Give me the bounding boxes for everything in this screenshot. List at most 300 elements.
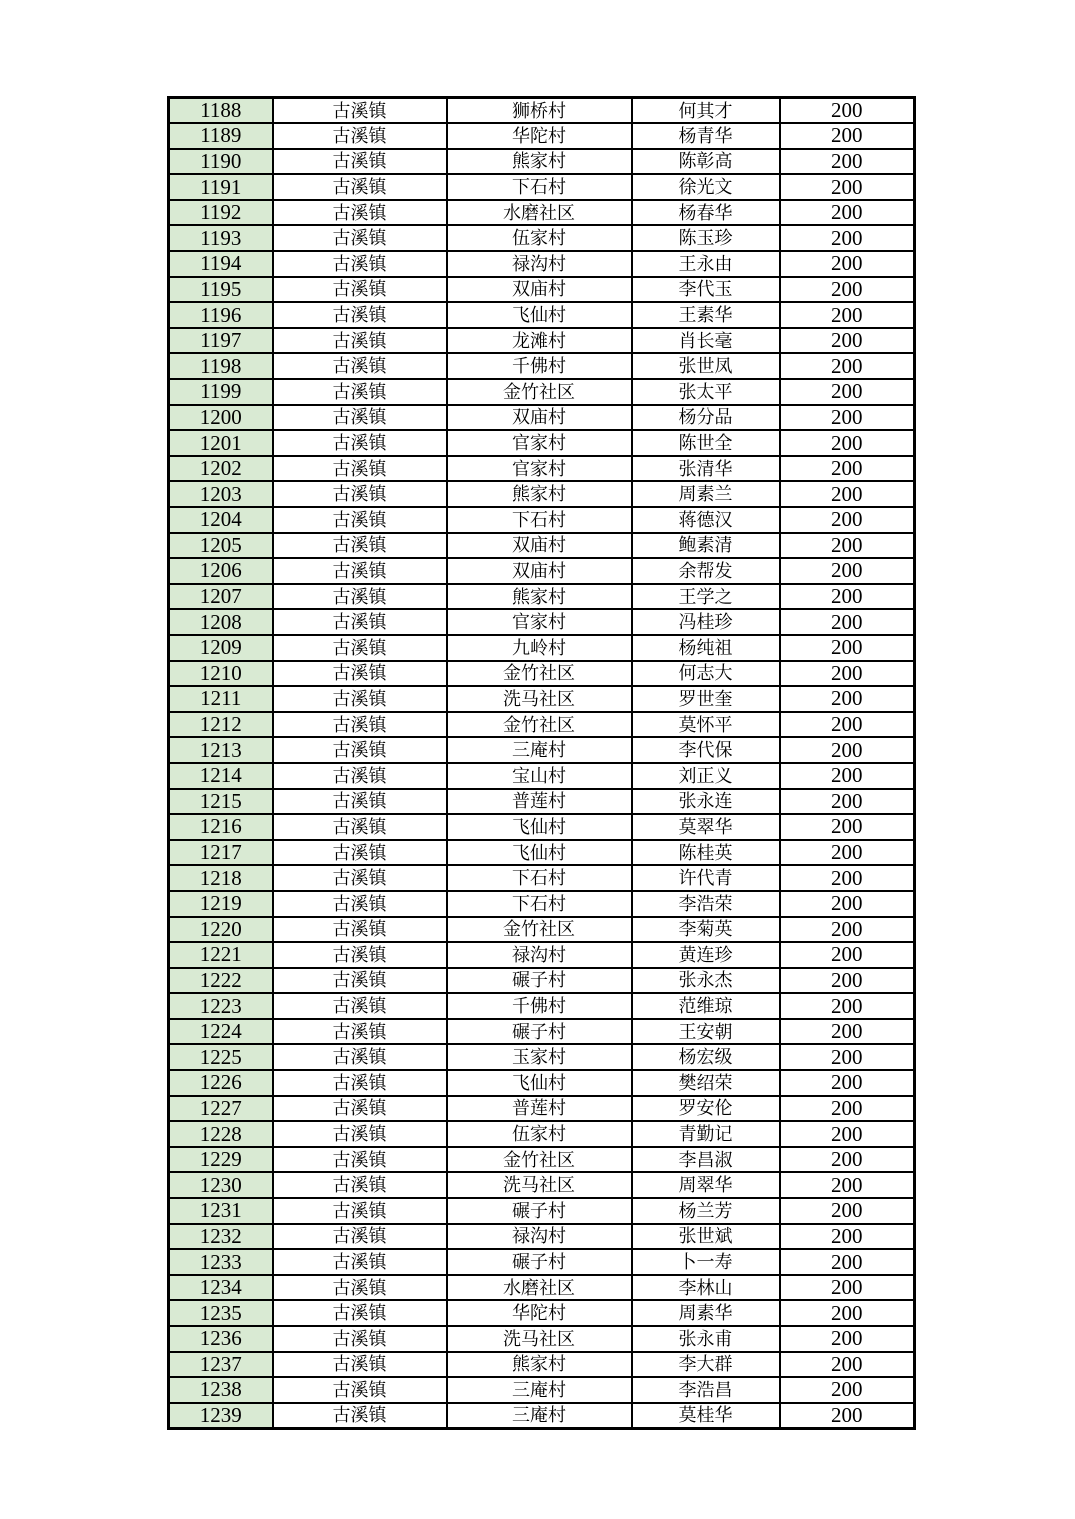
serial-cell: 1210	[169, 661, 273, 687]
village-cell: 飞仙村	[447, 1070, 632, 1096]
town-cell: 古溪镇	[273, 405, 447, 431]
amount-cell: 200	[780, 712, 915, 738]
serial-cell: 1225	[169, 1044, 273, 1070]
village-cell: 水磨社区	[447, 1275, 632, 1301]
town-cell: 古溪镇	[273, 1070, 447, 1096]
amount-cell: 200	[780, 481, 915, 507]
table-row	[169, 789, 915, 815]
town-cell: 古溪镇	[273, 1044, 447, 1070]
village-cell: 金竹社区	[447, 1147, 632, 1173]
name-cell: 鲍素清	[632, 533, 780, 559]
town-cell: 古溪镇	[273, 558, 447, 584]
name-cell: 杨春华	[632, 200, 780, 226]
serial-cell: 1188	[169, 98, 273, 124]
serial-cell: 1200	[169, 405, 273, 431]
name-cell: 张太平	[632, 379, 780, 405]
town-cell: 古溪镇	[273, 1121, 447, 1147]
table-row	[169, 1403, 915, 1429]
serial-cell: 1233	[169, 1249, 273, 1275]
name-cell: 黄连珍	[632, 942, 780, 968]
amount-cell: 200	[780, 584, 915, 610]
serial-cell: 1191	[169, 174, 273, 200]
name-cell: 徐光文	[632, 174, 780, 200]
town-cell: 古溪镇	[273, 993, 447, 1019]
amount-cell: 200	[780, 993, 915, 1019]
village-cell: 水磨社区	[447, 200, 632, 226]
town-cell: 古溪镇	[273, 1198, 447, 1224]
table-row	[169, 1019, 915, 1045]
town-cell: 古溪镇	[273, 1019, 447, 1045]
amount-cell: 200	[780, 225, 915, 251]
amount-cell: 200	[780, 123, 915, 149]
town-cell: 古溪镇	[273, 149, 447, 175]
town-cell: 古溪镇	[273, 635, 447, 661]
table-row	[169, 1275, 915, 1301]
serial-cell: 1226	[169, 1070, 273, 1096]
town-cell: 古溪镇	[273, 225, 447, 251]
village-cell: 飞仙村	[447, 840, 632, 866]
amount-cell: 200	[780, 1300, 915, 1326]
table-row	[169, 1121, 915, 1147]
serial-cell: 1219	[169, 891, 273, 917]
table-row	[169, 1147, 915, 1173]
village-cell: 禄沟村	[447, 251, 632, 277]
amount-cell: 200	[780, 507, 915, 533]
village-cell: 三庵村	[447, 737, 632, 763]
table-row	[169, 533, 915, 559]
table-row	[169, 200, 915, 226]
serial-cell: 1218	[169, 865, 273, 891]
amount-cell: 200	[780, 1019, 915, 1045]
amount-cell: 200	[780, 174, 915, 200]
serial-cell: 1232	[169, 1224, 273, 1250]
serial-cell: 1198	[169, 353, 273, 379]
amount-cell: 200	[780, 661, 915, 687]
table-row	[169, 379, 915, 405]
name-cell: 蒋德汉	[632, 507, 780, 533]
table-row	[169, 1326, 915, 1352]
table-row	[169, 1070, 915, 1096]
village-cell: 伍家村	[447, 1121, 632, 1147]
town-cell: 古溪镇	[273, 968, 447, 994]
town-cell: 古溪镇	[273, 584, 447, 610]
village-cell: 碾子村	[447, 968, 632, 994]
table-row	[169, 328, 915, 354]
amount-cell: 200	[780, 789, 915, 815]
name-cell: 陈世全	[632, 430, 780, 456]
amount-cell: 200	[780, 456, 915, 482]
name-cell: 王安朝	[632, 1019, 780, 1045]
village-cell: 熊家村	[447, 1352, 632, 1378]
table-row	[169, 98, 915, 124]
name-cell: 陈桂英	[632, 840, 780, 866]
village-cell: 九岭村	[447, 635, 632, 661]
serial-cell: 1227	[169, 1096, 273, 1122]
village-cell: 双庙村	[447, 405, 632, 431]
town-cell: 古溪镇	[273, 661, 447, 687]
table-row	[169, 430, 915, 456]
amount-cell: 200	[780, 1121, 915, 1147]
name-cell: 何其才	[632, 98, 780, 124]
amount-cell: 200	[780, 251, 915, 277]
village-cell: 下石村	[447, 174, 632, 200]
village-cell: 金竹社区	[447, 661, 632, 687]
amount-cell: 200	[780, 891, 915, 917]
serial-cell: 1194	[169, 251, 273, 277]
serial-cell: 1216	[169, 814, 273, 840]
town-cell: 古溪镇	[273, 686, 447, 712]
amount-cell: 200	[780, 942, 915, 968]
serial-cell: 1196	[169, 302, 273, 328]
village-cell: 千佛村	[447, 993, 632, 1019]
amount-cell: 200	[780, 98, 915, 124]
village-cell: 伍家村	[447, 225, 632, 251]
name-cell: 莫翠华	[632, 814, 780, 840]
amount-cell: 200	[780, 1172, 915, 1198]
amount-cell: 200	[780, 379, 915, 405]
village-cell: 狮桥村	[447, 98, 632, 124]
name-cell: 张世斌	[632, 1224, 780, 1250]
village-cell: 下石村	[447, 507, 632, 533]
town-cell: 古溪镇	[273, 379, 447, 405]
name-cell: 李菊英	[632, 917, 780, 943]
table-row	[169, 405, 915, 431]
village-cell: 玉家村	[447, 1044, 632, 1070]
table-row	[169, 149, 915, 175]
town-cell: 古溪镇	[273, 277, 447, 303]
serial-cell: 1217	[169, 840, 273, 866]
village-cell: 洗马社区	[447, 686, 632, 712]
serial-cell: 1189	[169, 123, 273, 149]
table-row	[169, 1198, 915, 1224]
serial-cell: 1201	[169, 430, 273, 456]
serial-cell: 1211	[169, 686, 273, 712]
town-cell: 古溪镇	[273, 200, 447, 226]
village-cell: 碾子村	[447, 1198, 632, 1224]
table-row	[169, 456, 915, 482]
name-cell: 李林山	[632, 1275, 780, 1301]
amount-cell: 200	[780, 1044, 915, 1070]
town-cell: 古溪镇	[273, 353, 447, 379]
amount-cell: 200	[780, 149, 915, 175]
amount-cell: 200	[780, 405, 915, 431]
table-row	[169, 1352, 915, 1378]
name-cell: 罗世奎	[632, 686, 780, 712]
town-cell: 古溪镇	[273, 1275, 447, 1301]
serial-cell: 1204	[169, 507, 273, 533]
name-cell: 刘正义	[632, 763, 780, 789]
town-cell: 古溪镇	[273, 1352, 447, 1378]
village-cell: 官家村	[447, 609, 632, 635]
amount-cell: 200	[780, 1198, 915, 1224]
serial-cell: 1209	[169, 635, 273, 661]
amount-cell: 200	[780, 328, 915, 354]
town-cell: 古溪镇	[273, 942, 447, 968]
amount-cell: 200	[780, 763, 915, 789]
village-cell: 千佛村	[447, 353, 632, 379]
table-row	[169, 840, 915, 866]
village-cell: 华陀村	[447, 1300, 632, 1326]
amount-cell: 200	[780, 1326, 915, 1352]
village-cell: 碾子村	[447, 1249, 632, 1275]
serial-cell: 1237	[169, 1352, 273, 1378]
name-cell: 肖长毫	[632, 328, 780, 354]
town-cell: 古溪镇	[273, 1147, 447, 1173]
name-cell: 陈玉珍	[632, 225, 780, 251]
serial-cell: 1197	[169, 328, 273, 354]
serial-cell: 1206	[169, 558, 273, 584]
town-cell: 古溪镇	[273, 456, 447, 482]
village-cell: 碾子村	[447, 1019, 632, 1045]
serial-cell: 1228	[169, 1121, 273, 1147]
serial-cell: 1236	[169, 1326, 273, 1352]
serial-cell: 1230	[169, 1172, 273, 1198]
serial-cell: 1205	[169, 533, 273, 559]
village-cell: 飞仙村	[447, 302, 632, 328]
name-cell: 周素兰	[632, 481, 780, 507]
serial-cell: 1202	[169, 456, 273, 482]
table-row	[169, 123, 915, 149]
table-row	[169, 1377, 915, 1403]
village-cell: 洗马社区	[447, 1172, 632, 1198]
amount-cell: 200	[780, 533, 915, 559]
amount-cell: 200	[780, 840, 915, 866]
serial-cell: 1234	[169, 1275, 273, 1301]
village-cell: 金竹社区	[447, 712, 632, 738]
amount-cell: 200	[780, 1403, 915, 1429]
name-cell: 杨宏级	[632, 1044, 780, 1070]
serial-cell: 1223	[169, 993, 273, 1019]
serial-cell: 1195	[169, 277, 273, 303]
name-cell: 杨分品	[632, 405, 780, 431]
name-cell: 罗安伦	[632, 1096, 780, 1122]
village-cell: 双庙村	[447, 277, 632, 303]
town-cell: 古溪镇	[273, 123, 447, 149]
amount-cell: 200	[780, 1147, 915, 1173]
table-row	[169, 1224, 915, 1250]
village-cell: 金竹社区	[447, 379, 632, 405]
town-cell: 古溪镇	[273, 1403, 447, 1429]
serial-cell: 1220	[169, 917, 273, 943]
town-cell: 古溪镇	[273, 917, 447, 943]
town-cell: 古溪镇	[273, 430, 447, 456]
serial-cell: 1190	[169, 149, 273, 175]
town-cell: 古溪镇	[273, 507, 447, 533]
serial-cell: 1214	[169, 763, 273, 789]
name-cell: 张永连	[632, 789, 780, 815]
name-cell: 卜一寿	[632, 1249, 780, 1275]
table-row	[169, 942, 915, 968]
table-row	[169, 1096, 915, 1122]
table-row	[169, 174, 915, 200]
serial-cell: 1222	[169, 968, 273, 994]
serial-cell: 1238	[169, 1377, 273, 1403]
town-cell: 古溪镇	[273, 1224, 447, 1250]
table-row	[169, 814, 915, 840]
name-cell: 周素华	[632, 1300, 780, 1326]
amount-cell: 200	[780, 968, 915, 994]
table-row	[169, 1300, 915, 1326]
town-cell: 古溪镇	[273, 1172, 447, 1198]
village-cell: 宝山村	[447, 763, 632, 789]
amount-cell: 200	[780, 737, 915, 763]
amount-cell: 200	[780, 430, 915, 456]
village-cell: 下石村	[447, 865, 632, 891]
town-cell: 古溪镇	[273, 1377, 447, 1403]
amount-cell: 200	[780, 609, 915, 635]
table-row	[169, 302, 915, 328]
amount-cell: 200	[780, 865, 915, 891]
table-row	[169, 277, 915, 303]
name-cell: 王永由	[632, 251, 780, 277]
amount-cell: 200	[780, 1352, 915, 1378]
serial-cell: 1239	[169, 1403, 273, 1429]
table-row	[169, 891, 915, 917]
serial-cell: 1192	[169, 200, 273, 226]
table-row	[169, 763, 915, 789]
town-cell: 古溪镇	[273, 328, 447, 354]
name-cell: 张永甫	[632, 1326, 780, 1352]
amount-cell: 200	[780, 558, 915, 584]
town-cell: 古溪镇	[273, 174, 447, 200]
name-cell: 冯桂珍	[632, 609, 780, 635]
village-cell: 普莲村	[447, 1096, 632, 1122]
amount-cell: 200	[780, 200, 915, 226]
name-cell: 张永杰	[632, 968, 780, 994]
town-cell: 古溪镇	[273, 1096, 447, 1122]
village-cell: 飞仙村	[447, 814, 632, 840]
name-cell: 李代玉	[632, 277, 780, 303]
name-cell: 李代保	[632, 737, 780, 763]
town-cell: 古溪镇	[273, 251, 447, 277]
village-cell: 双庙村	[447, 558, 632, 584]
town-cell: 古溪镇	[273, 865, 447, 891]
name-cell: 杨青华	[632, 123, 780, 149]
roster-table-body	[169, 98, 915, 1429]
table-row	[169, 712, 915, 738]
table-row	[169, 661, 915, 687]
amount-cell: 200	[780, 635, 915, 661]
table-row	[169, 635, 915, 661]
table-row	[169, 968, 915, 994]
serial-cell: 1212	[169, 712, 273, 738]
village-cell: 三庵村	[447, 1403, 632, 1429]
village-cell: 官家村	[447, 456, 632, 482]
name-cell: 余帮发	[632, 558, 780, 584]
name-cell: 青勤记	[632, 1121, 780, 1147]
name-cell: 莫桂华	[632, 1403, 780, 1429]
name-cell: 陈彰高	[632, 149, 780, 175]
name-cell: 莫怀平	[632, 712, 780, 738]
name-cell: 张世凤	[632, 353, 780, 379]
serial-cell: 1193	[169, 225, 273, 251]
serial-cell: 1199	[169, 379, 273, 405]
name-cell: 杨纯祖	[632, 635, 780, 661]
village-cell: 熊家村	[447, 149, 632, 175]
town-cell: 古溪镇	[273, 609, 447, 635]
name-cell: 李昌淑	[632, 1147, 780, 1173]
amount-cell: 200	[780, 302, 915, 328]
village-cell: 金竹社区	[447, 917, 632, 943]
village-cell: 华陀村	[447, 123, 632, 149]
amount-cell: 200	[780, 353, 915, 379]
amount-cell: 200	[780, 1224, 915, 1250]
serial-cell: 1224	[169, 1019, 273, 1045]
village-cell: 禄沟村	[447, 942, 632, 968]
table-row	[169, 558, 915, 584]
serial-cell: 1215	[169, 789, 273, 815]
serial-cell: 1203	[169, 481, 273, 507]
name-cell: 王学之	[632, 584, 780, 610]
village-cell: 禄沟村	[447, 1224, 632, 1250]
name-cell: 张清华	[632, 456, 780, 482]
town-cell: 古溪镇	[273, 789, 447, 815]
name-cell: 李浩昌	[632, 1377, 780, 1403]
amount-cell: 200	[780, 1377, 915, 1403]
table-row	[169, 225, 915, 251]
table-row	[169, 917, 915, 943]
amount-cell: 200	[780, 917, 915, 943]
table-row	[169, 507, 915, 533]
town-cell: 古溪镇	[273, 840, 447, 866]
name-cell: 杨兰芳	[632, 1198, 780, 1224]
table-row	[169, 353, 915, 379]
name-cell: 范维琼	[632, 993, 780, 1019]
town-cell: 古溪镇	[273, 712, 447, 738]
serial-cell: 1207	[169, 584, 273, 610]
village-cell: 熊家村	[447, 584, 632, 610]
name-cell: 王素华	[632, 302, 780, 328]
amount-cell: 200	[780, 277, 915, 303]
town-cell: 古溪镇	[273, 1326, 447, 1352]
town-cell: 古溪镇	[273, 1249, 447, 1275]
town-cell: 古溪镇	[273, 481, 447, 507]
town-cell: 古溪镇	[273, 763, 447, 789]
amount-cell: 200	[780, 1249, 915, 1275]
amount-cell: 200	[780, 1096, 915, 1122]
amount-cell: 200	[780, 814, 915, 840]
table-row	[169, 251, 915, 277]
table-row	[169, 737, 915, 763]
village-cell: 双庙村	[447, 533, 632, 559]
roster-table	[167, 96, 916, 1430]
table-row	[169, 584, 915, 610]
table-row	[169, 1249, 915, 1275]
table-row	[169, 865, 915, 891]
village-cell: 洗马社区	[447, 1326, 632, 1352]
town-cell: 古溪镇	[273, 891, 447, 917]
serial-cell: 1213	[169, 737, 273, 763]
amount-cell: 200	[780, 1070, 915, 1096]
name-cell: 李大群	[632, 1352, 780, 1378]
village-cell: 三庵村	[447, 1377, 632, 1403]
town-cell: 古溪镇	[273, 533, 447, 559]
name-cell: 许代青	[632, 865, 780, 891]
name-cell: 何志大	[632, 661, 780, 687]
serial-cell: 1229	[169, 1147, 273, 1173]
village-cell: 龙滩村	[447, 328, 632, 354]
town-cell: 古溪镇	[273, 98, 447, 124]
table-row	[169, 481, 915, 507]
town-cell: 古溪镇	[273, 302, 447, 328]
serial-cell: 1231	[169, 1198, 273, 1224]
table-row	[169, 1172, 915, 1198]
town-cell: 古溪镇	[273, 737, 447, 763]
village-cell: 普莲村	[447, 789, 632, 815]
name-cell: 周翠华	[632, 1172, 780, 1198]
town-cell: 古溪镇	[273, 814, 447, 840]
amount-cell: 200	[780, 1275, 915, 1301]
